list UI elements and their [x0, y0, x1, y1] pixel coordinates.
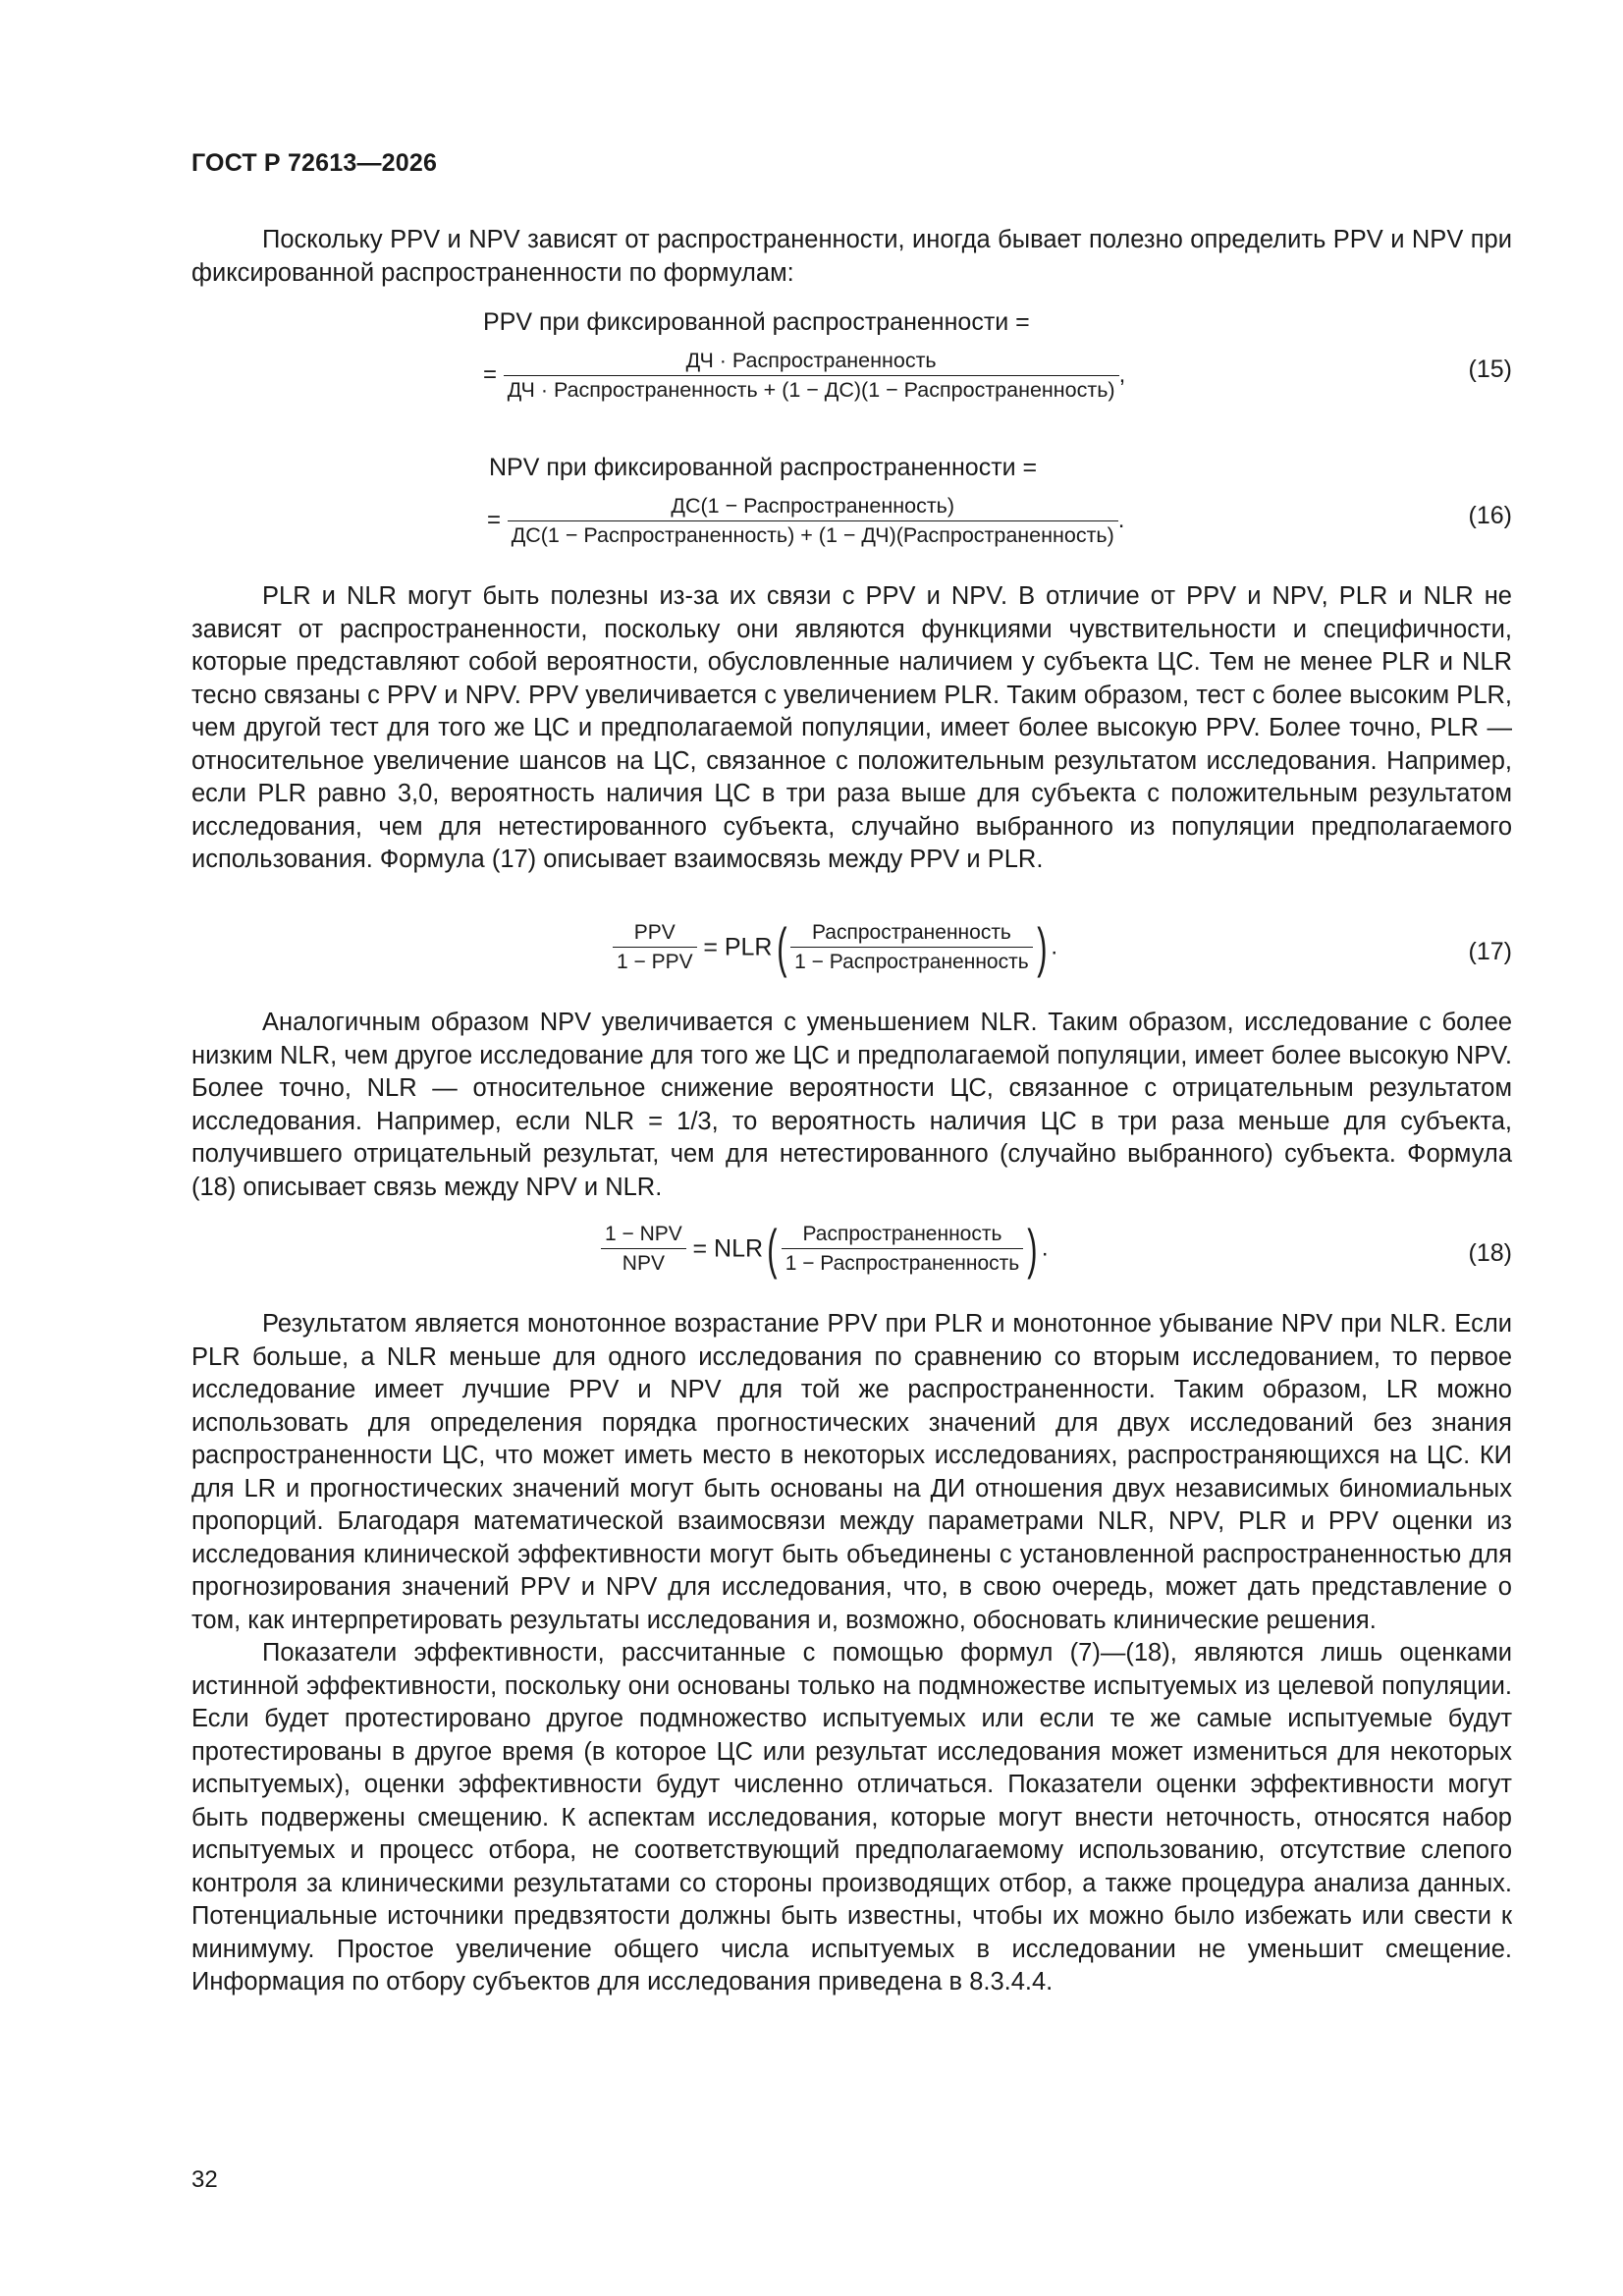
eq18-left-numerator: 1 − NPV: [601, 1221, 686, 1249]
eq17-close-paren: ): [1036, 915, 1048, 978]
eq18-left-fraction: [601, 1221, 686, 1277]
page-number: 32: [191, 2166, 218, 2193]
eq17-mid: = PLR: [703, 933, 773, 961]
eq15-fraction: [504, 348, 1119, 404]
formula-17: [613, 915, 1058, 978]
eq17-right-numerator: Распространенность: [790, 919, 1033, 948]
intro-paragraph: [191, 224, 1512, 290]
eq15-number: (15): [1468, 355, 1512, 383]
eq15-numerator: ДЧ · Распространенность: [504, 348, 1119, 376]
eq17-left-denominator: 1 − PPV: [617, 951, 693, 973]
eq17-left-numerator: PPV: [613, 919, 697, 948]
eq16-equals: =: [487, 506, 502, 533]
paragraph-4-text: Показатели эффективности, рассчитанные с помощью формул (7)—(18), являются лишь оценками истинной эффективности, поскольку они основаны только на подмножестве испытуемых из целевой популяции. Если будет протестировано другое подмножество испытуемых или если те же самые испытуемые будут протестированы в другое время (в которое ЦС или результат исследования может измениться для некоторых испытуемых), оценки эффективности будут численно отличаться. Показатели оценки эффективности могут быть подвержены смещению. К аспектам исследования, которые могут внести неточность, относятся набор испытуемых и процесс отбора, не соответствующий предполагаемому использованию, отсутствие слепого контроля за клиническими результатами со стороны производящих отбор, а также процедура анализа данных. Потенциальные источники предвзятости должны быть известны, чтобы их можно было избежать или свести к минимуму. Простое увеличение общего числа испытуемых в исследовании не уменьшит смещение. Информация по отбору субъектов для исследования приведена в 8.3.4.4.: [191, 1639, 1512, 1995]
eq15-denominator: ДЧ · Распространенность + (1 − ДС)(1 − Распространенность): [507, 378, 1115, 402]
paragraph-1: [191, 580, 1512, 877]
eq18-open-paren: (: [767, 1217, 778, 1280]
paragraph-2-text: Аналогичным образом NPV увеличивается с уменьшением NLR. Таким образом, исследование с более низким NLR, чем другое исследование для того же ЦС и предполагаемой популяции, имеет более высокую NPV. Более точно, NLR — относительное снижение вероятности ЦС, связанное с отрицательным результатом исследования. Например, если NLR = 1/3, то вероятность наличия ЦС в три раза меньше для субъекта, получившего отрицательный результат, чем для нетестированного (случайно выбранного) субъекта. Формула (18) описывает связь между NPV и NLR.: [191, 1009, 1512, 1201]
eq17-left-fraction: [613, 919, 697, 975]
eq18-left-denominator: NPV: [622, 1252, 665, 1275]
paragraph-3-4: [191, 1308, 1512, 1999]
formula-16: [487, 493, 1124, 549]
document-header: ГОСТ Р 72613—2026: [191, 149, 438, 177]
formula-18: [601, 1217, 1049, 1280]
eq16-lhs: NPV при фиксированной распространенности =: [489, 454, 1038, 481]
intro-text: Поскольку PPV и NPV зависят от распространенности, иногда бывает полезно определить PPV и NPV при фиксированной распространенности по формулам:: [191, 226, 1512, 287]
paragraph-2: [191, 1007, 1512, 1204]
eq18-right-denominator: 1 − Распространенность: [784, 1252, 1020, 1275]
eq18-right-fraction: [782, 1221, 1024, 1277]
eq15-tail: ,: [1118, 360, 1126, 388]
eq17-right-denominator: 1 − Распространенность: [794, 951, 1029, 973]
eq16-numerator: ДС(1 − Распространенность): [508, 493, 1118, 521]
eq18-number: (18): [1468, 1239, 1512, 1267]
eq17-right-fraction: [790, 919, 1033, 975]
eq18-right-numerator: Распространенность: [782, 1221, 1024, 1249]
eq17-tail: .: [1051, 933, 1058, 960]
eq18-tail: .: [1041, 1234, 1049, 1262]
paragraph-3-text: Результатом является монотонное возрастание PPV при PLR и монотонное убывание NPV при NLR. Если PLR больше, а NLR меньше для одного исследования по сравнению со вторым исследованием, то первое исследование имеет лучшие PPV и NPV для той же распространенности. Таким образом, LR можно использовать для определения порядка прогностических значений для двух исследований без знания распространенности ЦС, что может иметь место в некоторых исследованиях, распространяющихся на ЦС. КИ для LR и прогностических значений могут быть основаны на ДИ отношения двух независимых биномиальных пропорций. Благодаря математической взаимосвязи между параметрами NLR, NPV, PLR и PPV оценки из исследования клинической эффективности могут быть объединены с установленной распространенностью для прогнозирования значений PPV и NPV для исследования, что, в свою очередь, может дать представление о том, как интерпретировать результаты исследования и, возможно, обосновать клинические решения.: [191, 1310, 1512, 1634]
eq16-tail: .: [1117, 506, 1125, 533]
paragraph-1-text: PLR и NLR могут быть полезны из-за их связи с PPV и NPV. В отличие от PPV и NPV, PLR и NLR не зависят от распространенности, поскольку они являются функциями чувствительности и специфичности, которые представляют собой вероятности, обусловленные наличием у субъекта ЦС. Тем не менее PLR и NLR тесно связаны с PPV и NPV. PPV увеличивается с увеличением PLR. Таким образом, тест с более высоким PLR, чем другой тест для того же ЦС и предполагаемой популяции, имеет более высокую PPV. Более точно, PLR — относительное увеличение шансов на ЦС, связанное с положительным результатом исследования. Например, если PLR равно 3,0, вероятность наличия ЦС в три раза выше для субъекта с положительным результатом исследования, чем для нетестированного субъекта, случайно выбранного из популяции предполагаемого использования. Формула (17) описывает взаимосвязь между PPV и PLR.: [191, 582, 1512, 873]
eq16-fraction: [508, 493, 1118, 549]
eq17-number: (17): [1468, 938, 1512, 965]
eq17-open-paren: (: [776, 915, 786, 978]
formula-15: [483, 348, 1125, 404]
eq15-equals: =: [483, 360, 498, 388]
eq16-denominator: ДС(1 − Распространенность) + (1 − ДЧ)(Распространенность): [511, 523, 1114, 547]
eq16-number: (16): [1468, 502, 1512, 529]
eq18-mid: = NLR: [692, 1234, 764, 1263]
eq15-lhs: PPV при фиксированной распространенности =: [483, 308, 1030, 336]
eq18-close-paren: ): [1027, 1217, 1038, 1280]
